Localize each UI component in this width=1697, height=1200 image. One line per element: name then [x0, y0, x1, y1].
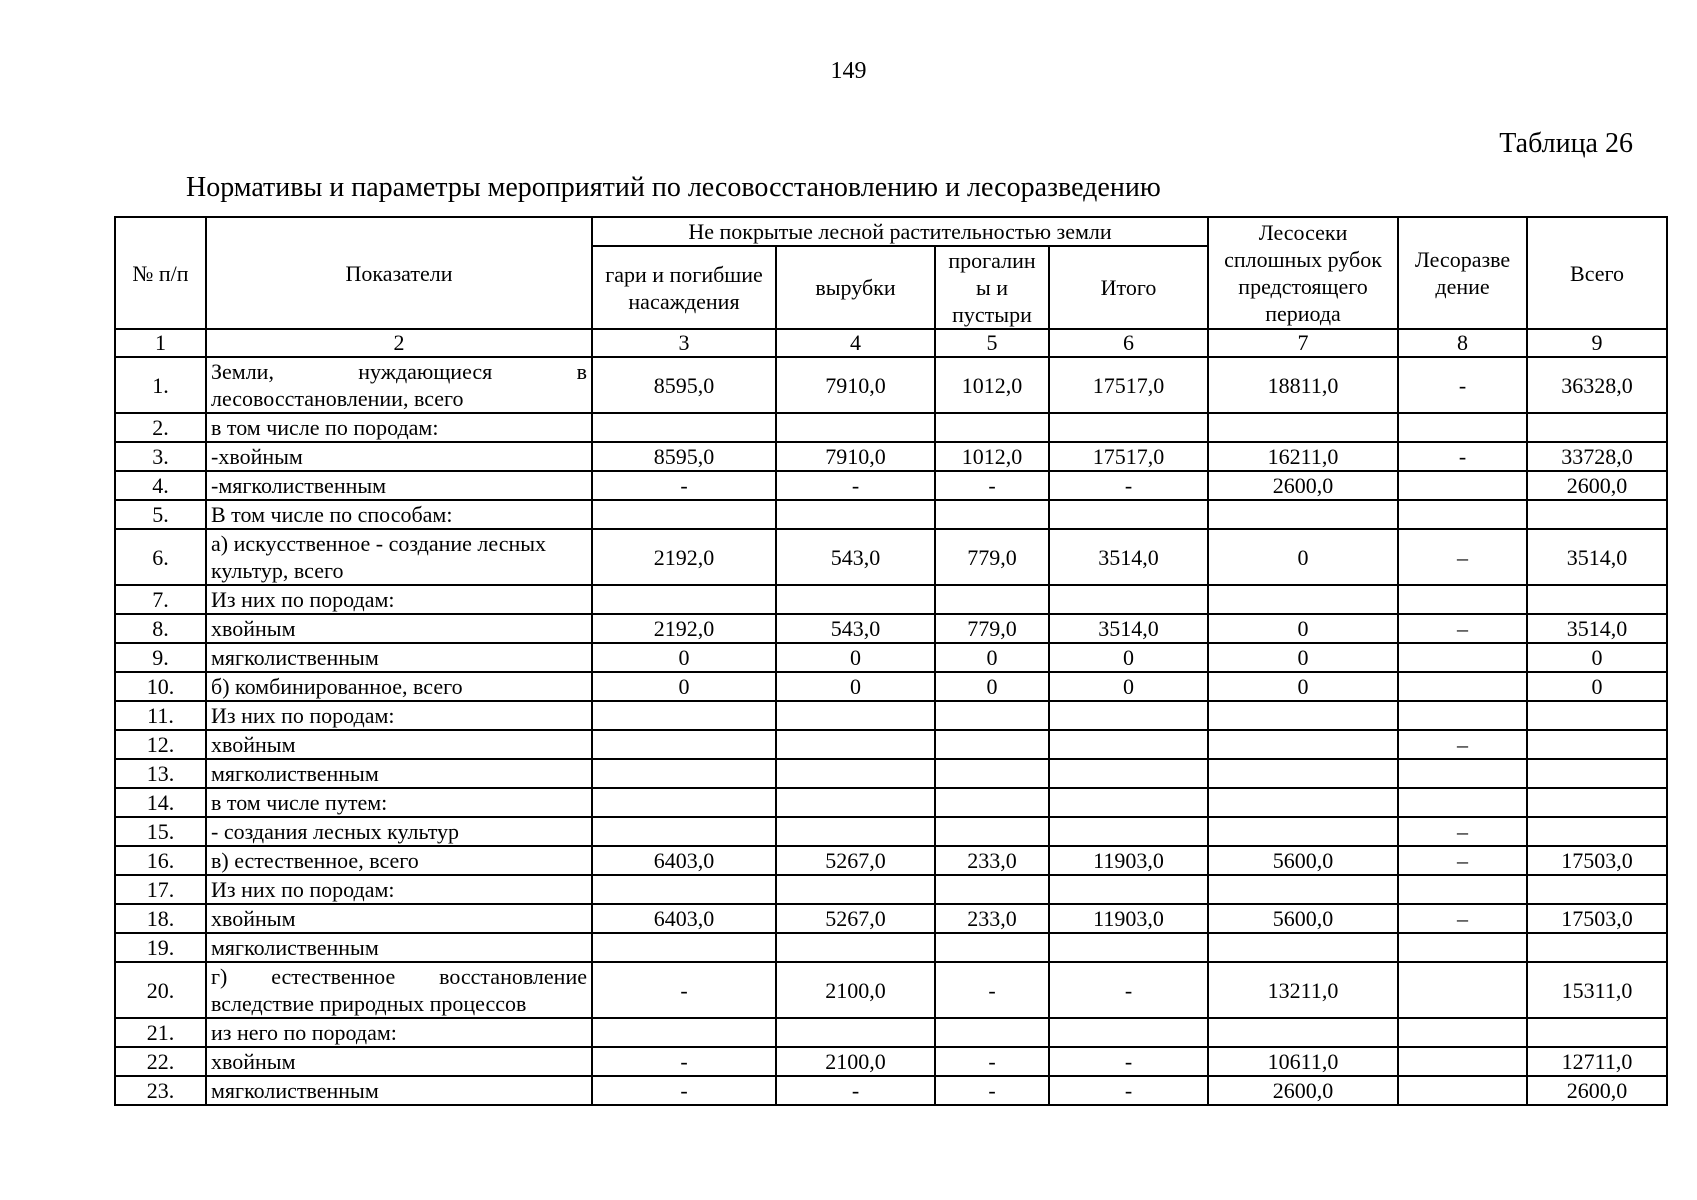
row-value-c9: 17503,0	[1527, 846, 1667, 875]
header-row-top	[115, 217, 1667, 246]
row-value-c7: 10611,0	[1208, 1047, 1398, 1076]
row-number: 21.	[115, 1018, 206, 1047]
row-value-c3: 6403,0	[592, 904, 776, 933]
row-value-c6: -	[1049, 1047, 1208, 1076]
row-indicator: б) комбинированное, всего	[206, 672, 592, 701]
table-row	[115, 614, 1667, 643]
row-value-c9	[1527, 585, 1667, 614]
row-value-c7: 0	[1208, 643, 1398, 672]
table-row	[115, 788, 1667, 817]
row-value-c6: 17517,0	[1049, 442, 1208, 471]
row-number: 12.	[115, 730, 206, 759]
row-indicator: хвойным	[206, 730, 592, 759]
table-row	[115, 933, 1667, 962]
row-value-c8	[1398, 643, 1527, 672]
table-row	[115, 500, 1667, 529]
row-value-c4: 7910,0	[776, 442, 935, 471]
row-value-c3: 6403,0	[592, 846, 776, 875]
row-value-c4	[776, 730, 935, 759]
column-number: 8	[1398, 329, 1527, 357]
table-row	[115, 1018, 1667, 1047]
row-value-c7	[1208, 817, 1398, 846]
row-value-c4: 5267,0	[776, 904, 935, 933]
row-indicator: в том числе путем:	[206, 788, 592, 817]
row-indicator: мягколиственным	[206, 1076, 592, 1105]
row-value-c7: 18811,0	[1208, 357, 1398, 413]
row-value-c8: -	[1398, 442, 1527, 471]
column-numbers-row	[115, 329, 1667, 357]
row-indicator: -хвойным	[206, 442, 592, 471]
row-value-c8	[1398, 1047, 1527, 1076]
row-value-c8	[1398, 672, 1527, 701]
row-value-c6	[1049, 500, 1208, 529]
table-row	[115, 1076, 1667, 1105]
row-value-c5: 0	[935, 672, 1049, 701]
table-row	[115, 672, 1667, 701]
row-number: 1.	[115, 357, 206, 413]
row-indicator: Из них по породам:	[206, 701, 592, 730]
row-indicator: а) искусственное - создание лесных культур, всего	[206, 529, 592, 585]
row-value-c9: 12711,0	[1527, 1047, 1667, 1076]
table-row	[115, 701, 1667, 730]
row-value-c4: 2100,0	[776, 1047, 935, 1076]
row-value-c6: 11903,0	[1049, 904, 1208, 933]
row-value-c9: 2600,0	[1527, 471, 1667, 500]
row-value-c9: 0	[1527, 672, 1667, 701]
row-indicator: -мягколиственным	[206, 471, 592, 500]
table-row	[115, 357, 1667, 413]
row-indicator: В том числе по способам:	[206, 500, 592, 529]
row-number: 7.	[115, 585, 206, 614]
row-value-c8	[1398, 788, 1527, 817]
row-indicator: в) естественное, всего	[206, 846, 592, 875]
header-subtotal: Итого	[1049, 246, 1208, 329]
table-row	[115, 846, 1667, 875]
row-value-c7: 5600,0	[1208, 846, 1398, 875]
header-total: Всего	[1527, 217, 1667, 329]
row-value-c6: -	[1049, 471, 1208, 500]
row-value-c8	[1398, 962, 1527, 1018]
row-value-c4	[776, 875, 935, 904]
row-value-c6: 11903,0	[1049, 846, 1208, 875]
row-value-c8	[1398, 701, 1527, 730]
row-value-c6	[1049, 701, 1208, 730]
row-value-c5	[935, 788, 1049, 817]
table-row	[115, 1047, 1667, 1076]
row-value-c8	[1398, 759, 1527, 788]
row-value-c5	[935, 759, 1049, 788]
row-value-c6	[1049, 875, 1208, 904]
header-glades: прогалин ы и пустыри	[935, 246, 1049, 329]
row-value-c3	[592, 585, 776, 614]
table-row	[115, 730, 1667, 759]
row-value-c6	[1049, 413, 1208, 442]
row-value-c9: 2600,0	[1527, 1076, 1667, 1105]
row-indicator: хвойным	[206, 614, 592, 643]
table-row	[115, 413, 1667, 442]
row-value-c6	[1049, 585, 1208, 614]
header-burned: гари и погибшие насаждения	[592, 246, 776, 329]
row-value-c8: –	[1398, 730, 1527, 759]
column-number: 9	[1527, 329, 1667, 357]
row-value-c7	[1208, 933, 1398, 962]
row-indicator: - создания лесных культур	[206, 817, 592, 846]
row-value-c5: 779,0	[935, 614, 1049, 643]
row-value-c5: 779,0	[935, 529, 1049, 585]
row-value-c9	[1527, 759, 1667, 788]
row-value-c3: -	[592, 1047, 776, 1076]
column-number: 1	[115, 329, 206, 357]
row-value-c7: 13211,0	[1208, 962, 1398, 1018]
row-value-c5: -	[935, 962, 1049, 1018]
row-value-c3	[592, 759, 776, 788]
row-number: 5.	[115, 500, 206, 529]
row-number: 9.	[115, 643, 206, 672]
row-value-c5	[935, 730, 1049, 759]
column-number: 4	[776, 329, 935, 357]
row-value-c7	[1208, 1018, 1398, 1047]
row-value-c4: 0	[776, 672, 935, 701]
row-value-c5: 1012,0	[935, 442, 1049, 471]
row-indicator: хвойным	[206, 904, 592, 933]
row-value-c8: –	[1398, 817, 1527, 846]
row-value-c9	[1527, 1018, 1667, 1047]
row-value-c5	[935, 500, 1049, 529]
row-indicator: мягколиственным	[206, 933, 592, 962]
row-value-c8: –	[1398, 846, 1527, 875]
row-value-c3	[592, 788, 776, 817]
row-value-c8	[1398, 500, 1527, 529]
row-value-c3	[592, 933, 776, 962]
column-number: 6	[1049, 329, 1208, 357]
row-value-c8: –	[1398, 904, 1527, 933]
row-value-c9	[1527, 413, 1667, 442]
row-value-c3: -	[592, 471, 776, 500]
data-table	[114, 216, 1668, 1106]
row-value-c5: -	[935, 1076, 1049, 1105]
row-value-c6	[1049, 1018, 1208, 1047]
table-row	[115, 471, 1667, 500]
table-body	[115, 357, 1667, 1105]
row-number: 23.	[115, 1076, 206, 1105]
row-value-c8	[1398, 585, 1527, 614]
header-uncovered-group: Не покрытые лесной растительностью земли	[592, 217, 1208, 246]
row-value-c7	[1208, 730, 1398, 759]
row-value-c3	[592, 500, 776, 529]
row-value-c7: 0	[1208, 614, 1398, 643]
row-value-c9: 36328,0	[1527, 357, 1667, 413]
row-value-c3: 8595,0	[592, 357, 776, 413]
row-value-c7	[1208, 701, 1398, 730]
row-value-c6: 17517,0	[1049, 357, 1208, 413]
table-row	[115, 962, 1667, 1018]
row-value-c7: 2600,0	[1208, 1076, 1398, 1105]
row-value-c8	[1398, 875, 1527, 904]
table-row	[115, 759, 1667, 788]
row-value-c3: 2192,0	[592, 614, 776, 643]
document-title: Нормативы и параметры мероприятий по лесовосстановлению и лесоразведению	[186, 172, 1161, 203]
row-value-c7	[1208, 788, 1398, 817]
row-value-c3: 8595,0	[592, 442, 776, 471]
row-value-c8	[1398, 413, 1527, 442]
row-value-c9: 3514,0	[1527, 614, 1667, 643]
row-value-c4: 7910,0	[776, 357, 935, 413]
row-number: 2.	[115, 413, 206, 442]
row-value-c4	[776, 933, 935, 962]
row-value-c4: 543,0	[776, 614, 935, 643]
row-value-c3: 0	[592, 643, 776, 672]
row-value-c5: -	[935, 471, 1049, 500]
row-number: 6.	[115, 529, 206, 585]
row-number: 17.	[115, 875, 206, 904]
row-value-c9	[1527, 817, 1667, 846]
row-value-c5: 1012,0	[935, 357, 1049, 413]
row-value-c9	[1527, 701, 1667, 730]
row-value-c3: 2192,0	[592, 529, 776, 585]
row-value-c7: 5600,0	[1208, 904, 1398, 933]
header-clearcut: Лесосеки сплошных рубок предстоящего периода	[1208, 217, 1398, 329]
row-value-c4	[776, 817, 935, 846]
row-value-c4: 0	[776, 643, 935, 672]
row-value-c6: 0	[1049, 672, 1208, 701]
row-indicator: Из них по породам:	[206, 875, 592, 904]
row-number: 19.	[115, 933, 206, 962]
column-number: 5	[935, 329, 1049, 357]
row-number: 3.	[115, 442, 206, 471]
table-row	[115, 904, 1667, 933]
row-value-c8	[1398, 1076, 1527, 1105]
row-value-c4	[776, 701, 935, 730]
row-value-c4	[776, 788, 935, 817]
row-value-c5	[935, 817, 1049, 846]
row-value-c6	[1049, 788, 1208, 817]
row-value-c9	[1527, 875, 1667, 904]
row-value-c5	[935, 585, 1049, 614]
row-value-c8	[1398, 933, 1527, 962]
row-value-c8	[1398, 1018, 1527, 1047]
row-value-c3	[592, 817, 776, 846]
row-value-c3	[592, 875, 776, 904]
row-value-c5	[935, 701, 1049, 730]
row-value-c9: 17503,0	[1527, 904, 1667, 933]
row-value-c6: 0	[1049, 643, 1208, 672]
column-number: 7	[1208, 329, 1398, 357]
row-value-c9: 15311,0	[1527, 962, 1667, 1018]
row-value-c6	[1049, 730, 1208, 759]
row-indicator: г) естественное восстановление вследствие природных процессов	[206, 962, 592, 1018]
row-number: 22.	[115, 1047, 206, 1076]
table-row	[115, 875, 1667, 904]
row-number: 20.	[115, 962, 206, 1018]
row-value-c8: –	[1398, 529, 1527, 585]
row-value-c9: 3514,0	[1527, 529, 1667, 585]
row-value-c6	[1049, 759, 1208, 788]
row-value-c5: 0	[935, 643, 1049, 672]
row-indicator: хвойным	[206, 1047, 592, 1076]
row-number: 11.	[115, 701, 206, 730]
row-number: 13.	[115, 759, 206, 788]
row-value-c9	[1527, 933, 1667, 962]
row-value-c4: -	[776, 471, 935, 500]
row-value-c4	[776, 413, 935, 442]
row-value-c8: –	[1398, 614, 1527, 643]
row-value-c5	[935, 413, 1049, 442]
row-value-c4: -	[776, 1076, 935, 1105]
row-indicator: Земли, нуждающиеся в лесовосстановлении, всего	[206, 357, 592, 413]
row-indicator: мягколиственным	[206, 643, 592, 672]
row-value-c4: 5267,0	[776, 846, 935, 875]
row-value-c6	[1049, 933, 1208, 962]
row-value-c4	[776, 1018, 935, 1047]
row-value-c8: -	[1398, 357, 1527, 413]
row-value-c7	[1208, 875, 1398, 904]
row-value-c4	[776, 759, 935, 788]
row-value-c3	[592, 701, 776, 730]
row-value-c5	[935, 1018, 1049, 1047]
row-value-c3: -	[592, 962, 776, 1018]
column-number: 3	[592, 329, 776, 357]
row-value-c4	[776, 585, 935, 614]
row-value-c7: 16211,0	[1208, 442, 1398, 471]
table-label: Таблица 26	[1499, 128, 1633, 159]
row-value-c6: 3514,0	[1049, 614, 1208, 643]
row-indicator: из него по породам:	[206, 1018, 592, 1047]
table-row	[115, 585, 1667, 614]
page-number: 149	[830, 58, 867, 84]
header-cuttings: вырубки	[776, 246, 935, 329]
row-value-c7	[1208, 759, 1398, 788]
row-value-c5: 233,0	[935, 904, 1049, 933]
row-value-c9: 33728,0	[1527, 442, 1667, 471]
row-value-c7	[1208, 413, 1398, 442]
row-value-c6	[1049, 817, 1208, 846]
row-number: 10.	[115, 672, 206, 701]
table-row	[115, 442, 1667, 471]
row-value-c3	[592, 1018, 776, 1047]
table-row	[115, 643, 1667, 672]
table-row	[115, 817, 1667, 846]
row-value-c9	[1527, 500, 1667, 529]
header-afforestation: Лесоразве дение	[1398, 217, 1527, 329]
row-number: 16.	[115, 846, 206, 875]
table-row	[115, 529, 1667, 585]
row-value-c5	[935, 933, 1049, 962]
row-value-c9	[1527, 788, 1667, 817]
row-value-c7	[1208, 585, 1398, 614]
row-value-c3: -	[592, 1076, 776, 1105]
row-value-c7	[1208, 500, 1398, 529]
row-value-c7: 0	[1208, 672, 1398, 701]
row-value-c3: 0	[592, 672, 776, 701]
row-value-c5: -	[935, 1047, 1049, 1076]
row-value-c9: 0	[1527, 643, 1667, 672]
row-value-c6: -	[1049, 1076, 1208, 1105]
row-number: 15.	[115, 817, 206, 846]
row-value-c8	[1398, 471, 1527, 500]
row-value-c4: 2100,0	[776, 962, 935, 1018]
row-value-c5	[935, 875, 1049, 904]
header-indicator: Показатели	[206, 217, 592, 329]
column-number: 2	[206, 329, 592, 357]
row-indicator: Из них по породам:	[206, 585, 592, 614]
row-value-c4	[776, 500, 935, 529]
header-num: № п/п	[115, 217, 206, 329]
row-indicator: мягколиственным	[206, 759, 592, 788]
row-value-c7: 2600,0	[1208, 471, 1398, 500]
row-number: 8.	[115, 614, 206, 643]
row-value-c9	[1527, 730, 1667, 759]
row-value-c6: 3514,0	[1049, 529, 1208, 585]
row-number: 14.	[115, 788, 206, 817]
row-value-c3	[592, 730, 776, 759]
row-value-c3	[592, 413, 776, 442]
row-value-c7: 0	[1208, 529, 1398, 585]
row-indicator: в том числе по породам:	[206, 413, 592, 442]
row-number: 4.	[115, 471, 206, 500]
row-value-c6: -	[1049, 962, 1208, 1018]
row-number: 18.	[115, 904, 206, 933]
row-value-c4: 543,0	[776, 529, 935, 585]
row-value-c5: 233,0	[935, 846, 1049, 875]
